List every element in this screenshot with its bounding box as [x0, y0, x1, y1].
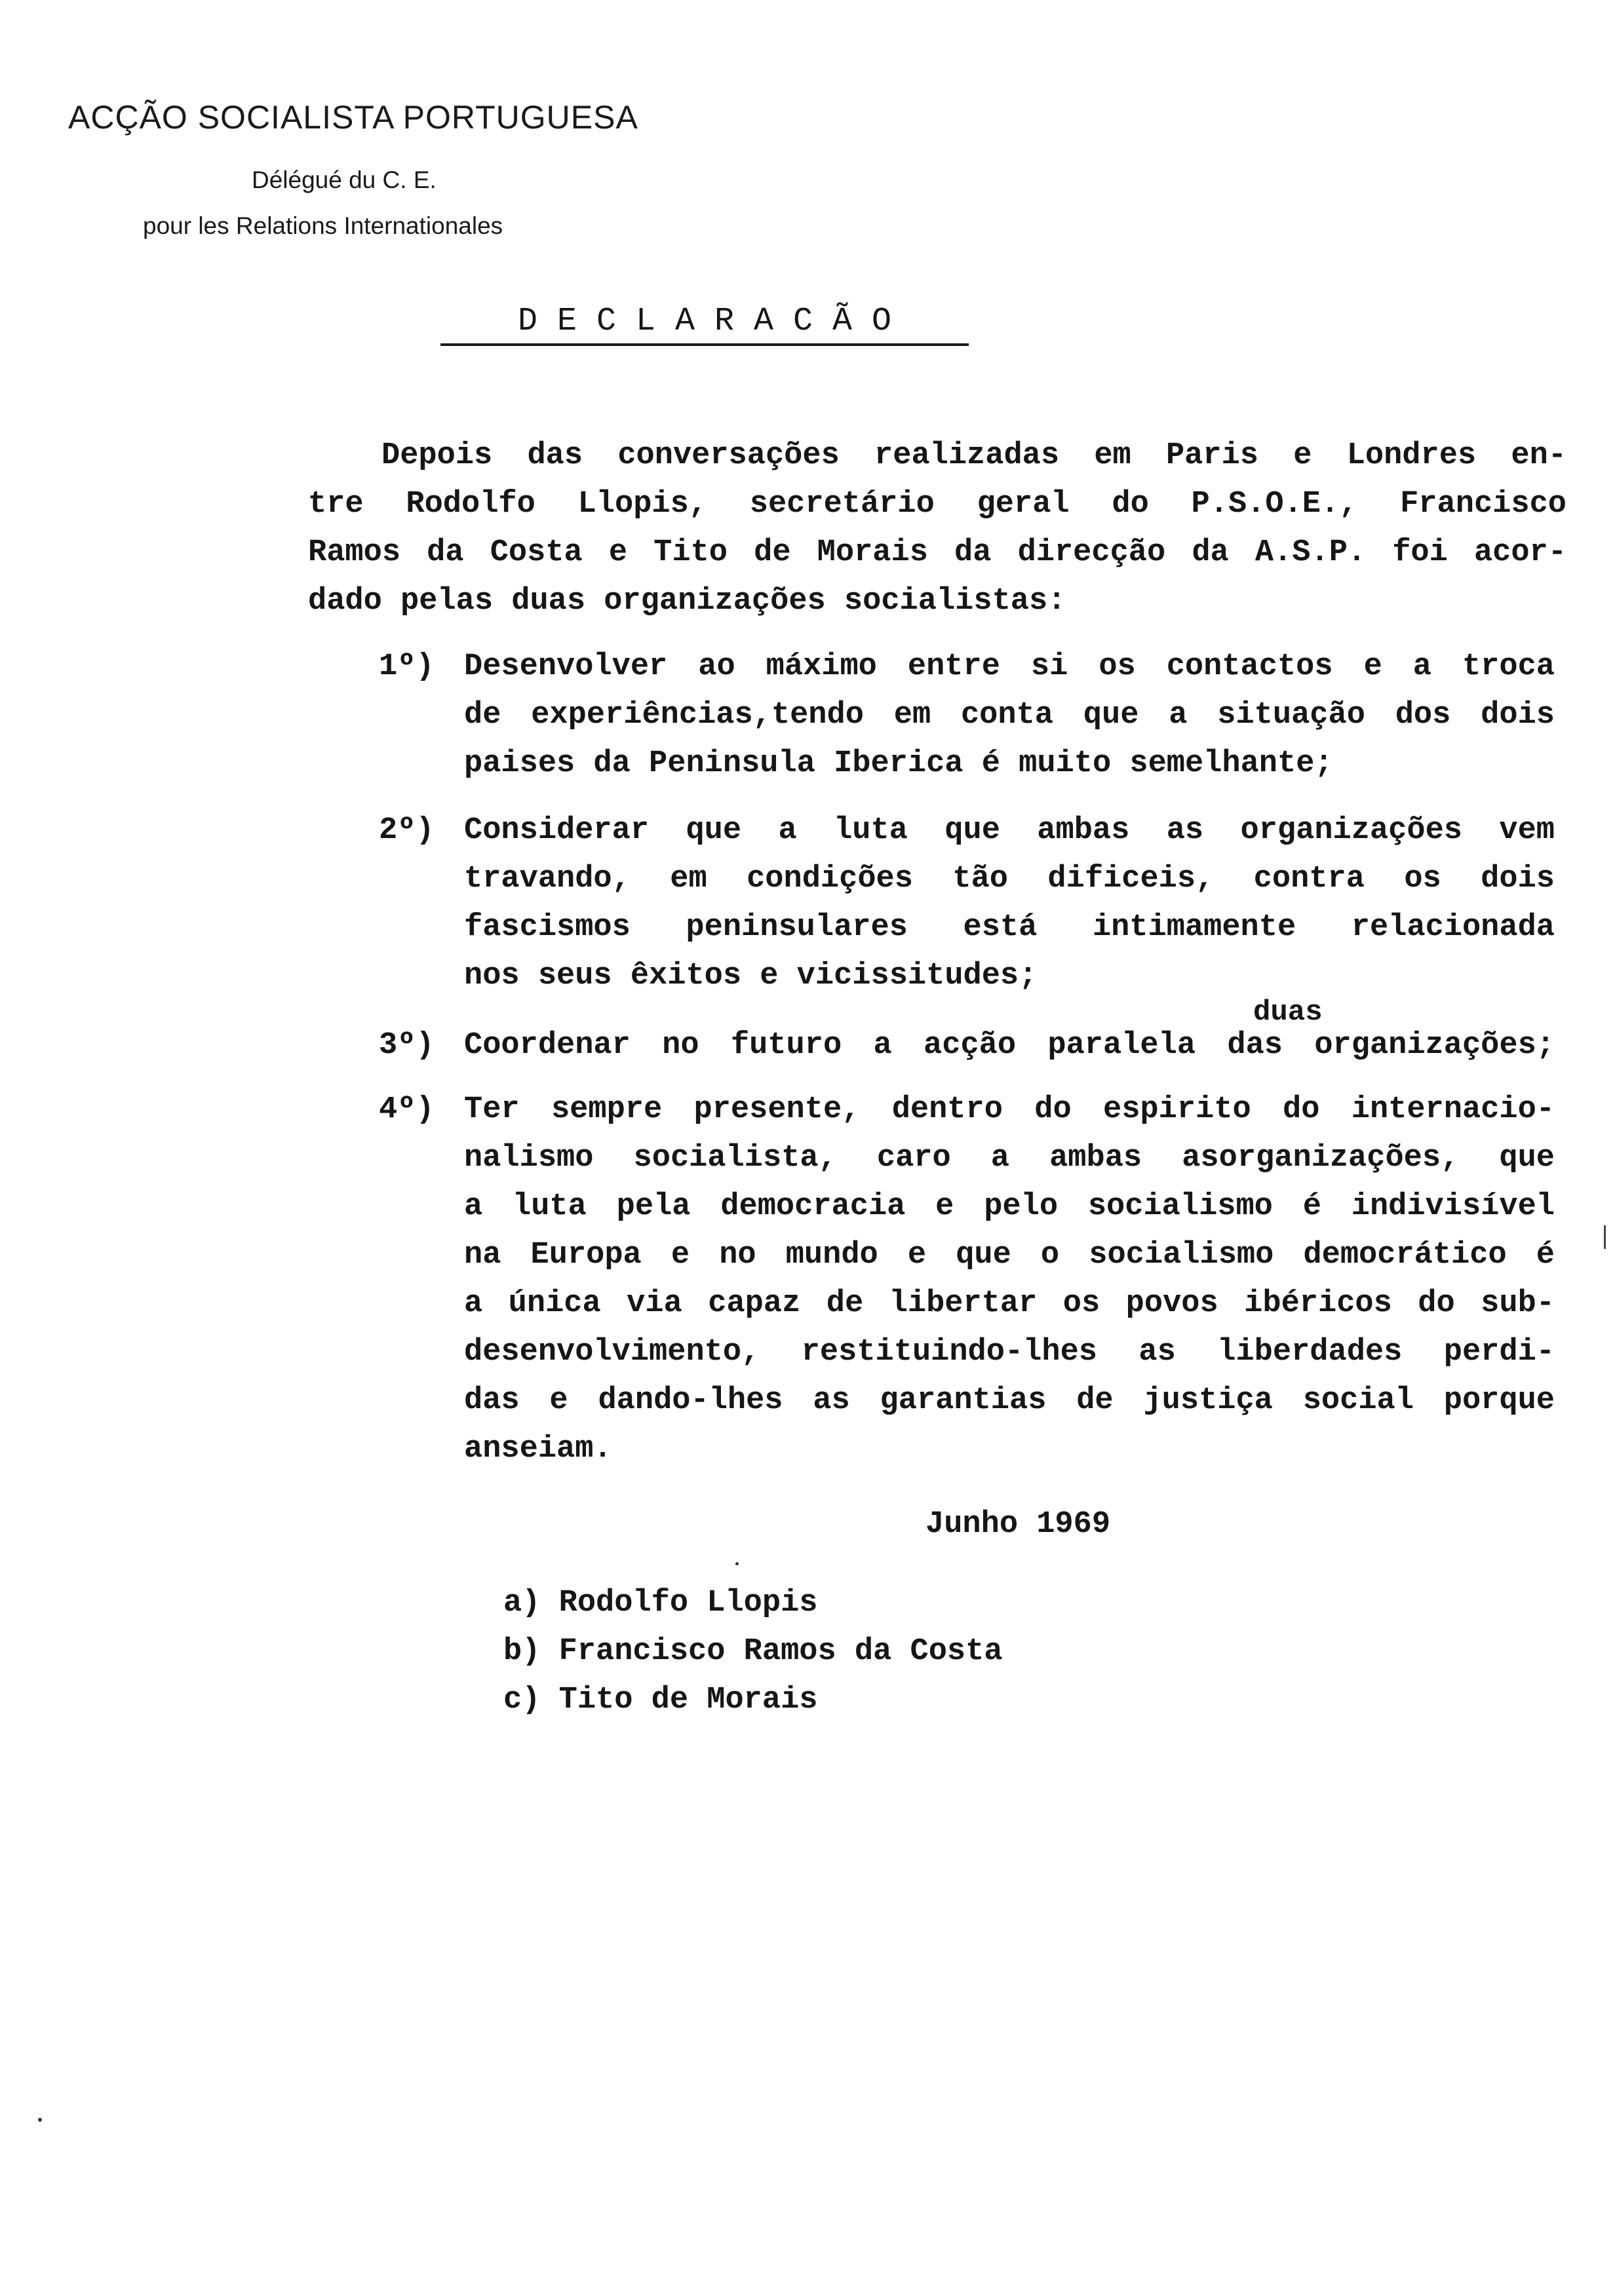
item-line: fascismos peninsulares está intimamente relacionada — [464, 910, 1555, 945]
item-line: desenvolvimento, restituindo-lhes as liberdades perdi- — [464, 1335, 1555, 1369]
intro-line: Ramos da Costa e Tito de Morais da direcção da A.S.P. foi acor- — [308, 535, 1566, 570]
handwritten-insertion: duas — [1253, 996, 1323, 1029]
intro-line: Depois das conversações realizadas em Paris e Londres en- — [381, 438, 1566, 473]
signatory: b) Francisco Ramos da Costa — [503, 1634, 1003, 1669]
item-line: na Europa e no mundo e que o socialismo democrático é — [464, 1238, 1555, 1272]
signatory: c) Tito de Morais — [503, 1683, 818, 1717]
item-line: Coordenar no futuro a acção paralela das organizações; — [464, 1028, 1555, 1063]
item-number: 2º) — [379, 813, 435, 848]
letterhead-relations: pour les Relations Internationales — [143, 212, 503, 239]
item-line: Ter sempre presente, dentro do espirito do internacio- — [464, 1092, 1555, 1127]
item-line: a única via capaz de libertar os povos ibéricos do sub- — [464, 1286, 1555, 1321]
item-line: a luta pela democracia e pelo socialismo é indivisível — [464, 1189, 1555, 1224]
item-number: 4º) — [379, 1092, 435, 1127]
document-title: DECLARACÃO — [517, 303, 912, 340]
intro-line: dado pelas duas organizações socialistas: — [308, 584, 1066, 619]
item-line: de experiências,tendo em conta que a situação dos dois — [464, 698, 1555, 733]
title-underline — [440, 343, 969, 346]
letterhead-organization: ACÇÃO SOCIALISTA PORTUGUESA — [68, 99, 638, 136]
item-line: paises da Peninsula Iberica é muito semelhante; — [464, 746, 1333, 781]
item-line: Desenvolver ao máximo entre si os contactos e a troca — [464, 649, 1555, 684]
scan-speck — [735, 1562, 739, 1565]
item-line: nos seus êxitos e vicissitudes; — [464, 959, 1038, 993]
signatory: a) Rodolfo Llopis — [503, 1586, 818, 1620]
intro-line: tre Rodolfo Llopis, secretário geral do P.S.O.E., Francisco — [308, 487, 1566, 522]
item-line: nalismo socialista, caro a ambas asorganizações, que — [464, 1141, 1555, 1176]
document-date: Junho 1969 — [925, 1507, 1111, 1542]
letterhead-delegate: Délégué du C. E. — [252, 166, 437, 193]
item-line: anseiam. — [464, 1432, 612, 1466]
item-line: das e dando-lhes as garantias de justiça social porque — [464, 1383, 1555, 1418]
item-line: travando, em condições tão dificeis, contra os dois — [464, 862, 1555, 896]
scan-mark — [1604, 1225, 1606, 1249]
scan-speck — [38, 2118, 42, 2122]
item-number: 3º) — [379, 1028, 435, 1063]
item-number: 1º) — [379, 649, 435, 684]
item-line: Considerar que a luta que ambas as organizações vem — [464, 813, 1555, 848]
